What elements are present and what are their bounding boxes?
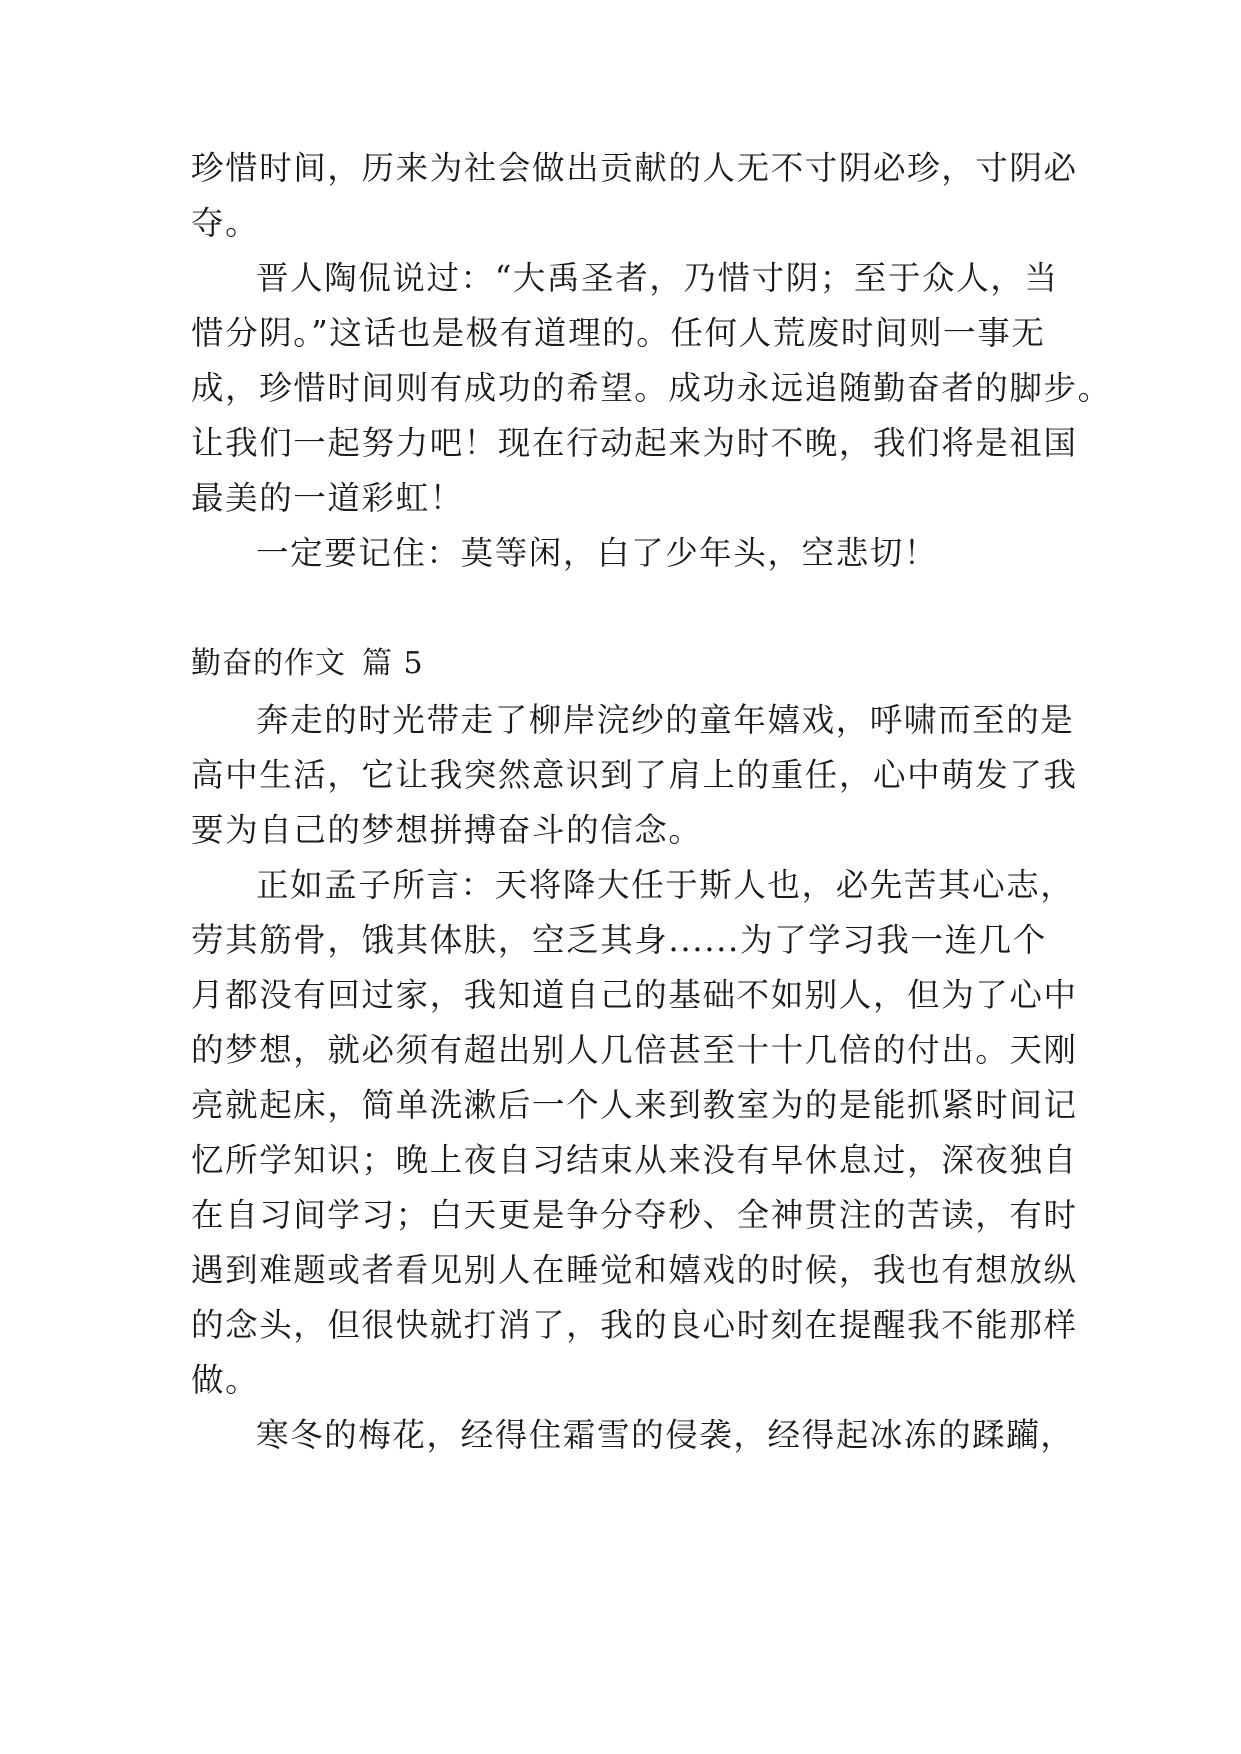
text-line: 惜分阴。”这话也是极有道理的。任何人荒废时间则一事无 [191, 314, 1046, 352]
text-line: 月都没有回过家，我知道自己的基础不如别人，但为了心中 [191, 976, 1078, 1014]
text-line: 在自习间学习；白天更是争分夺秒、全神贯注的苦读，有时 [191, 1196, 1078, 1234]
text-line: 最美的一道彩虹！ [191, 479, 464, 517]
text-line: 忆所学知识；晚上夜自习结束从来没有早休息过，深夜独自 [191, 1141, 1078, 1179]
text-line: 让我们一起努力吧！现在行动起来为时不晚，我们将是祖国 [191, 424, 1078, 462]
text-line: 成，珍惜时间则有成功的希望。成功永远追随勤奋者的脚步。 [191, 369, 1112, 407]
text-line: 劳其筋骨，饿其体肤，空乏其身......为了学习我一连几个 [191, 921, 1047, 959]
text-line: 正如孟子所言：天将降大任于斯人也，必先苦其心志， [256, 866, 1075, 904]
text-line: 高中生活，它让我突然意识到了肩上的重任，心中萌发了我 [191, 756, 1078, 794]
section-heading-title: 勤奋的作文 [191, 646, 346, 681]
text-line: 要为自己的梦想拼搏奋斗的信念。 [191, 811, 703, 849]
text-line: 的念头，但很快就打消了，我的良心时刻在提醒我不能那样 [191, 1306, 1078, 1344]
text-line: 夺。 [191, 204, 260, 242]
text-line: 晋人陶侃说过：“大禹圣者，乃惜寸阴；至于众人，当 [256, 259, 1059, 297]
text-line: 亮就起床，简单洗漱后一个人来到教室为的是能抓紧时间记 [191, 1086, 1078, 1124]
text-line: 的梦想，就必须有超出别人几倍甚至十十几倍的付出。天刚 [191, 1031, 1078, 1069]
text-line: 珍惜时间，历来为社会做出贡献的人无不寸阴必珍，寸阴必 [191, 149, 1078, 187]
section-heading-number: 篇 5 [362, 646, 424, 681]
section-heading [191, 644, 424, 684]
text-line: 一定要记住：莫等闲，白了少年头，空悲切！ [256, 534, 939, 572]
text-line: 奔走的时光带走了柳岸浣纱的童年嬉戏，呼啸而至的是 [256, 701, 1075, 739]
text-line: 遇到难题或者看见别人在睡觉和嬉戏的时候，我也有想放纵 [191, 1251, 1078, 1289]
text-line: 寒冬的梅花，经得住霜雪的侵袭，经得起冰冻的蹂躏， [256, 1416, 1075, 1454]
text-line: 做。 [191, 1361, 260, 1399]
